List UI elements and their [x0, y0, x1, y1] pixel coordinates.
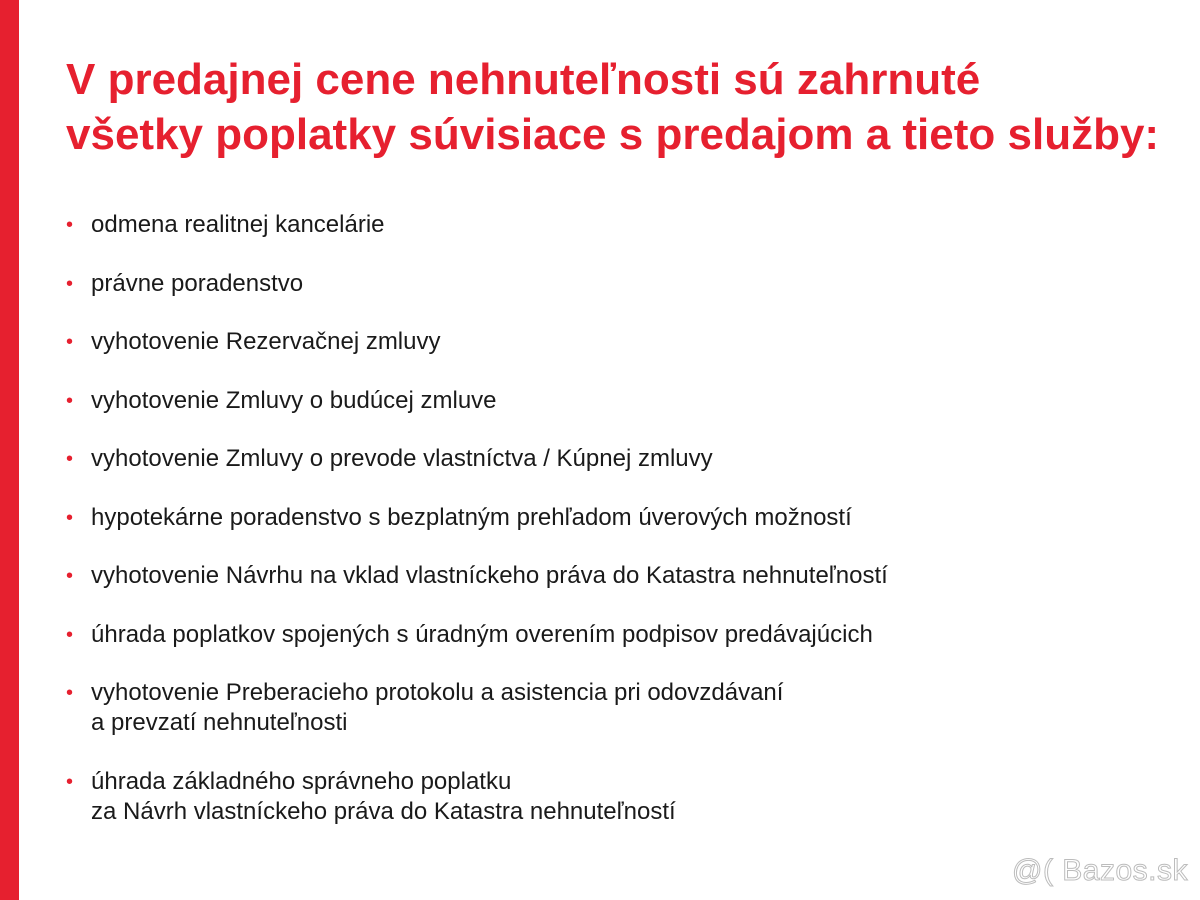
list-item	[66, 767, 888, 827]
bullet-icon: •	[66, 623, 74, 646]
list-item-text-continued: za Návrh vlastníckeho práva do Katastra nehnuteľností	[91, 797, 676, 825]
list-item	[66, 561, 888, 591]
list-item-text: právne poradenstvo	[91, 269, 304, 297]
list-item-text: vyhotovenie Zmluvy o prevode vlastníctva / Kúpnej zmluvy	[91, 445, 713, 472]
list-item-text: vyhotovenie Zmluvy o budúcej zmluve	[91, 386, 497, 414]
list-item	[66, 678, 888, 738]
bullet-icon: •	[66, 214, 74, 236]
list-item	[66, 386, 888, 416]
watermark: @( Bazos.sk	[1012, 854, 1188, 887]
list-item	[66, 503, 888, 533]
services-list	[66, 210, 888, 855]
bullet-icon: •	[66, 506, 74, 529]
title-line-2: všetky poplatky súvisiace s predajom a tieto služby:	[66, 110, 1160, 159]
list-item-text: vyhotovenie Návrhu na vklad vlastníckeho práva do Katastra nehnuteľností	[91, 562, 888, 589]
list-item	[66, 444, 888, 474]
bullet-icon: •	[66, 565, 74, 587]
bullet-icon: •	[66, 448, 74, 470]
list-item-text: úhrada základného správneho poplatku	[91, 767, 512, 795]
list-item-text: vyhotovenie Rezervačnej zmluvy	[91, 328, 441, 355]
bullet-icon: •	[66, 770, 74, 793]
list-item	[66, 210, 888, 240]
bullet-icon: •	[66, 682, 74, 704]
list-item	[66, 269, 888, 299]
list-item-text-continued: a prevzatí nehnuteľnosti	[91, 709, 348, 736]
list-item-text: hypotekárne poradenstvo s bezplatným prehľadom úverových možností	[91, 503, 852, 531]
title-line-1: V predajnej cene nehnuteľnosti sú zahrnuté	[66, 55, 981, 104]
bullet-icon: •	[66, 272, 74, 295]
slide-title	[66, 52, 1200, 162]
bullet-icon: •	[66, 331, 74, 353]
bullet-icon: •	[66, 389, 74, 412]
list-item-text: úhrada poplatkov spojených s úradným overením podpisov predávajúcich	[91, 620, 873, 648]
list-item-text: odmena realitnej kancelárie	[91, 211, 385, 238]
list-item	[66, 327, 888, 357]
list-item-text: vyhotovenie Preberacieho protokolu a asistencia pri odovzdávaní	[91, 679, 784, 706]
accent-bar	[0, 0, 19, 900]
list-item	[66, 620, 888, 650]
